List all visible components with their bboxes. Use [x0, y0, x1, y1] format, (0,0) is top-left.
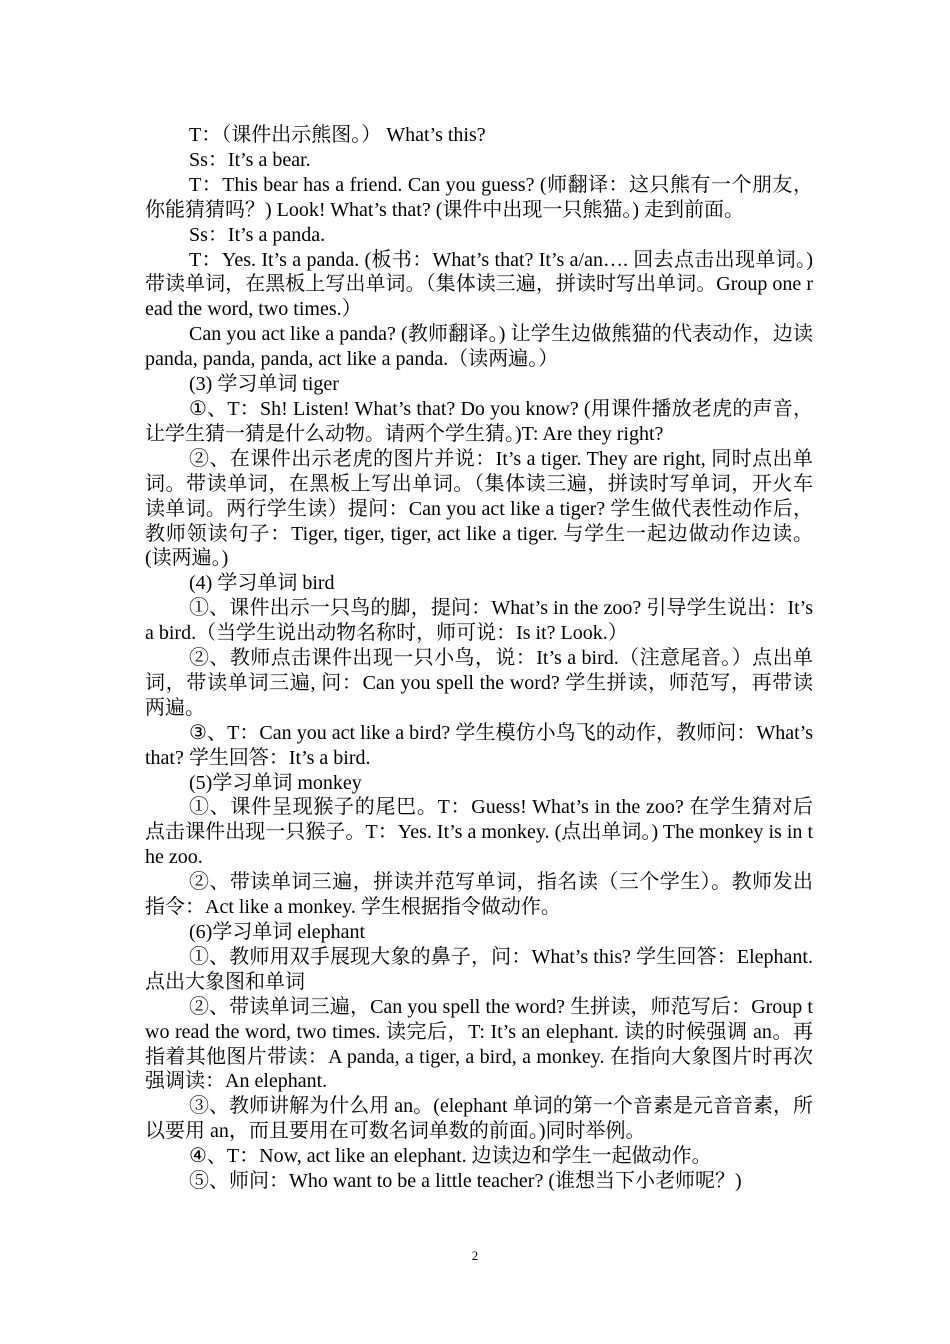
paragraph: ①、课件呈现猴子的尾巴。T：Guess! What’s in the zoo? 在学生猜对后点击课件出现一只猴子。T：Yes. It’s a monkey. (点出单词。) The monkey is in the zoo. [145, 796, 813, 869]
paragraph: ④、T：Now, act like an elephant. 边读边和学生一起做动作。 [189, 1145, 712, 1168]
paragraph: T：Yes. It’s a panda. (板书：What’s that? It’s a/an…. 回去点击出现单词。) 带读单词，在黑板上写出单词。（集体读三遍，拼读时写出单词。Group one read the word, two times.） [145, 248, 813, 321]
paragraph: T：This bear has a friend. Can you guess? (师翻译：这只熊有一个朋友，你能猜猜吗？) Look! What’s that? (课件中出现一只熊猫。) 走到前面。 [145, 173, 813, 221]
paragraph: ②、教师点击课件出现一只小鸟，说：It’s a bird.（注意尾音。）点出单词，带读单词三遍, 问：Can you spell the word? 学生拼读，师范写，再带读两遍。 [145, 647, 813, 719]
section-heading: (5)学习单词 monkey [189, 771, 362, 794]
paragraph: T：（课件出示熊图。） What’s this? [189, 124, 486, 146]
paragraph: Ss：It’s a panda. [189, 223, 326, 246]
paragraph: ①、课件出示一只鸟的脚，提问：What’s in the zoo? 引导学生说出：It’s a bird.（当学生说出动物名称时，师可说：Is it? Look.） [145, 597, 813, 645]
paragraph: ②、带读单词三遍，拼读并范写单词，指名读（三个学生）。教师发出指令：Act like a monkey. 学生根据指令做动作。 [145, 871, 813, 919]
paragraph: ③、T：Can you act like a bird? 学生模仿小鸟飞的动作，教师问：What’s that? 学生回答：It’s a bird. [145, 721, 813, 769]
section-heading: (4) 学习单词 bird [189, 572, 335, 595]
paragraph: Can you act like a panda? (教师翻译。) 让学生边做熊猫的代表动作，边读 panda, panda, panda, act like a panda.（读两遍。） [145, 323, 813, 371]
section-heading: (3) 学习单词 tiger [189, 373, 339, 396]
paragraph: ⑤、师问：Who want to be a little teacher? (谁想当下小老师呢？) [189, 1170, 742, 1193]
paragraph: ③、教师讲解为什么用 an。(elephant 单词的第一个音素是元音音素，所以要用 an，而且要用在可数名词单数的前面。)同时举例。 [145, 1095, 813, 1143]
paragraph: ①、教师用双手展现大象的鼻子，问：What’s this? 学生回答：Elephant. 点出大象图和单词 [145, 945, 813, 993]
paragraph: ②、带读单词三遍，Can you spell the word? 生拼读，师范写后：Group two read the word, two times. 读完后，T: It’s an elephant. 读的时候强调 an。再指着其他图片带读：A panda, a tiger, a bird, a monkey. 在指向大象图片时再次强调读：An elephant. [145, 995, 813, 1093]
paragraph: Ss：It’s a bear. [189, 148, 311, 171]
paragraph: ①、T：Sh! Listen! What’s that? Do you know? (用课件播放老虎的声音，让学生猜一猜是什么动物。请两个学生猜。)T: Are they right? [145, 397, 813, 445]
section-heading: (6)学习单词 elephant [189, 921, 366, 943]
page-number: 2 [471, 1248, 479, 1263]
paragraph: ②、在课件出示老虎的图片并说：It’s a tiger. They are right, 同时点出单词。带读单词，在黑板上写出单词。（集体读三遍，拼读时写单词，开火车读单词。两行学生读）提问：Can you act like a tiger? 学生做代表性动作后，教师领读句子：Tiger, tiger, tiger, act like a tiger. 与学生一起边做动作边读。(读两遍。) [145, 447, 813, 570]
lesson-body [145, 123, 813, 1194]
